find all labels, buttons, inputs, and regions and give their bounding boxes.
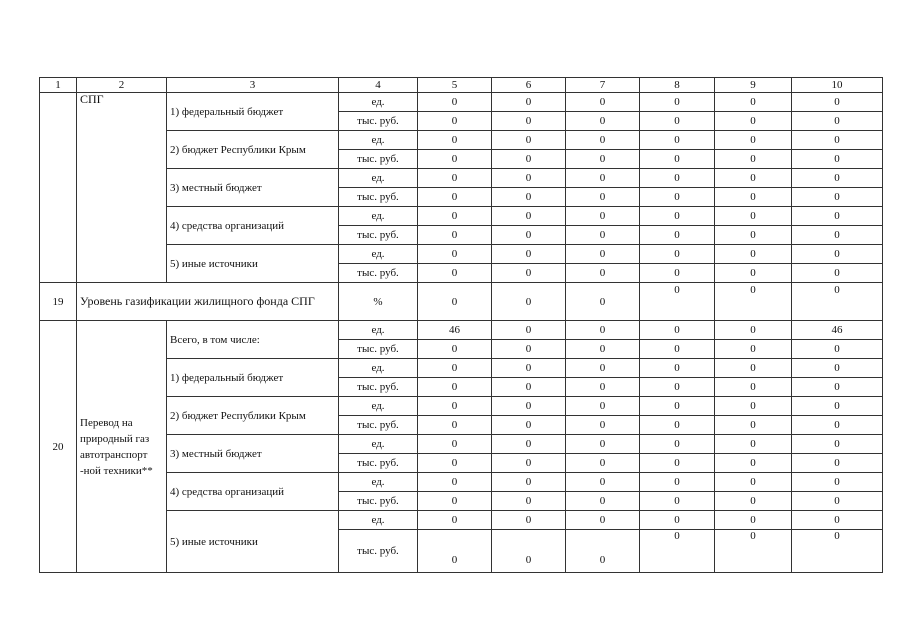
value-cell: 0 [418,454,492,473]
value-cell: 0 [715,378,792,397]
value-cell: 0 [792,131,883,150]
row-number-cell [40,93,77,283]
value-cell: 0 [492,359,566,378]
table-row [40,511,883,530]
funding-source-label: 5) иные источники [167,245,339,283]
value-cell: 0 [418,245,492,264]
unit-cell: тыс. руб. [339,226,418,245]
value-cell: 0 [566,492,640,511]
unit-cell: тыс. руб. [339,112,418,131]
value-cell: 0 [792,359,883,378]
table-row [40,93,883,112]
value-cell: 0 [418,131,492,150]
indicator-name-cell: СПГ [77,93,167,283]
value-cell: 0 [492,112,566,131]
column-header-1: 1 [40,78,77,93]
unit-cell: ед. [339,321,418,340]
value-cell: 0 [492,416,566,435]
unit-cell: ед. [339,473,418,492]
table-row [40,435,883,454]
value-cell: 0 [492,435,566,454]
value-cell: 0 [640,435,715,454]
value-cell: 0 [715,93,792,112]
value-cell: 0 [715,530,792,573]
value-cell: 0 [492,245,566,264]
value-cell: 0 [566,473,640,492]
funding-source-label: 4) средства организаций [167,473,339,511]
value-cell: 0 [640,397,715,416]
unit-cell: ед. [339,93,418,112]
column-header-7: 7 [566,78,640,93]
value-cell: 0 [566,511,640,530]
value-cell: 0 [640,283,715,321]
value-cell: 0 [492,492,566,511]
column-header-3: 3 [167,78,339,93]
value-cell: 0 [492,530,566,573]
unit-cell: ед. [339,207,418,226]
unit-cell: ед. [339,359,418,378]
value-cell: 0 [640,150,715,169]
value-cell: 0 [640,226,715,245]
value-cell: 0 [418,397,492,416]
value-cell: 0 [418,378,492,397]
funding-source-label: 2) бюджет Республики Крым [167,131,339,169]
value-cell: 0 [640,245,715,264]
value-cell: 0 [715,188,792,207]
column-header-6: 6 [492,78,566,93]
value-cell: 0 [418,226,492,245]
unit-cell: тыс. руб. [339,188,418,207]
value-cell: 0 [566,435,640,454]
total-label: Всего, в том числе: [167,321,339,359]
value-cell: 0 [566,207,640,226]
value-cell: 0 [715,150,792,169]
value-cell: 0 [418,264,492,283]
value-cell: 0 [792,416,883,435]
value-cell: 0 [792,511,883,530]
value-cell: 0 [792,112,883,131]
funding-source-label: 5) иные источники [167,511,339,573]
value-cell: 0 [566,93,640,112]
value-cell: 0 [566,245,640,264]
value-cell: 0 [566,378,640,397]
unit-cell: тыс. руб. [339,454,418,473]
value-cell: 0 [640,473,715,492]
value-cell: 0 [715,245,792,264]
value-cell: 0 [640,454,715,473]
value-cell: 0 [418,188,492,207]
value-cell: 0 [792,207,883,226]
value-cell: 0 [640,207,715,226]
value-cell: 0 [715,131,792,150]
unit-cell: ед. [339,511,418,530]
column-header-4: 4 [339,78,418,93]
value-cell: 46 [418,321,492,340]
table-row [40,245,883,264]
value-cell: 0 [792,378,883,397]
value-cell: 0 [640,530,715,573]
value-cell: 0 [492,397,566,416]
value-cell: 0 [418,207,492,226]
value-cell: 0 [792,492,883,511]
unit-cell: тыс. руб. [339,340,418,359]
value-cell: 0 [418,359,492,378]
value-cell: 0 [492,150,566,169]
value-cell: 0 [492,226,566,245]
value-cell: 0 [566,530,640,573]
table-row [40,321,883,340]
value-cell: 0 [492,454,566,473]
table-row [40,359,883,378]
funding-source-label: 2) бюджет Республики Крым [167,397,339,435]
unit-cell: ед. [339,131,418,150]
value-cell: 0 [566,150,640,169]
value-cell: 0 [792,169,883,188]
value-cell: 0 [792,150,883,169]
value-cell: 0 [566,340,640,359]
value-cell: 0 [640,188,715,207]
unit-cell: ед. [339,435,418,454]
unit-cell: ед. [339,169,418,188]
value-cell: 0 [792,397,883,416]
value-cell: 0 [418,511,492,530]
value-cell: 0 [566,283,640,321]
value-cell: 0 [566,112,640,131]
value-cell: 0 [418,492,492,511]
unit-cell: ед. [339,245,418,264]
value-cell: 0 [715,264,792,283]
funding-source-label: 3) местный бюджет [167,435,339,473]
table-row [40,207,883,226]
value-cell: 0 [640,416,715,435]
value-cell: 0 [715,454,792,473]
value-cell: 0 [566,321,640,340]
unit-cell: тыс. руб. [339,264,418,283]
value-cell: 0 [640,321,715,340]
value-cell: 0 [792,245,883,264]
indicator-name-cell: Уровень газификации жилищного фонда СПГ [77,283,339,321]
value-cell: 0 [640,131,715,150]
value-cell: 0 [566,226,640,245]
value-cell: 0 [715,359,792,378]
value-cell: 0 [566,131,640,150]
value-cell: 0 [492,169,566,188]
value-cell: 0 [418,340,492,359]
value-cell: 0 [792,188,883,207]
value-cell: 0 [640,93,715,112]
value-cell: 0 [492,473,566,492]
row-number-cell: 20 [40,321,77,573]
value-cell: 0 [640,112,715,131]
value-cell: 0 [418,473,492,492]
value-cell: 0 [792,435,883,454]
value-cell: 0 [418,150,492,169]
value-cell: 0 [640,340,715,359]
value-cell: 0 [566,397,640,416]
value-cell: 0 [492,131,566,150]
column-header-5: 5 [418,78,492,93]
value-cell: 0 [640,169,715,188]
value-cell: 0 [792,454,883,473]
value-cell: 0 [715,283,792,321]
value-cell: 0 [792,93,883,112]
value-cell: 0 [715,226,792,245]
value-cell: 0 [715,397,792,416]
value-cell: 0 [492,93,566,112]
value-cell: 0 [492,283,566,321]
value-cell: 0 [418,435,492,454]
table-row [40,169,883,188]
value-cell: 0 [792,264,883,283]
column-header-2: 2 [77,78,167,93]
funding-source-label: 3) местный бюджет [167,169,339,207]
value-cell: 0 [792,340,883,359]
unit-cell: тыс. руб. [339,378,418,397]
value-cell: 0 [418,416,492,435]
table-body [40,78,883,573]
value-cell: 0 [418,169,492,188]
value-cell: 0 [715,511,792,530]
table-row [40,397,883,416]
value-cell: 0 [715,416,792,435]
value-cell: 0 [640,511,715,530]
value-cell: 0 [418,283,492,321]
row-number-cell: 19 [40,283,77,321]
value-cell: 0 [566,264,640,283]
table-row [40,131,883,150]
value-cell: 0 [492,321,566,340]
column-header-9: 9 [715,78,792,93]
value-cell: 0 [715,112,792,131]
value-cell: 0 [566,416,640,435]
indicator-name-cell: Перевод на природный газ автотранспорт -ной техники** [77,321,167,573]
value-cell: 0 [566,188,640,207]
unit-cell: тыс. руб. [339,150,418,169]
value-cell: 0 [492,340,566,359]
unit-cell: тыс. руб. [339,530,418,573]
funding-source-label: 1) федеральный бюджет [167,93,339,131]
table-row [40,473,883,492]
value-cell: 0 [640,492,715,511]
column-header-10: 10 [792,78,883,93]
value-cell: 0 [492,188,566,207]
funding-source-label: 4) средства организаций [167,207,339,245]
value-cell: 0 [715,321,792,340]
unit-cell: ед. [339,397,418,416]
value-cell: 0 [792,283,883,321]
column-header-8: 8 [640,78,715,93]
indicators-table [39,77,883,573]
value-cell: 0 [640,378,715,397]
value-cell: 0 [715,473,792,492]
unit-cell: тыс. руб. [339,492,418,511]
value-cell: 0 [566,454,640,473]
value-cell: 0 [492,264,566,283]
value-cell: 0 [792,226,883,245]
value-cell: 0 [792,530,883,573]
value-cell: 0 [418,93,492,112]
value-cell: 0 [640,264,715,283]
value-cell: 0 [715,169,792,188]
value-cell: 0 [492,378,566,397]
value-cell: 0 [418,112,492,131]
value-cell: 0 [792,473,883,492]
value-cell: 0 [715,492,792,511]
value-cell: 0 [566,359,640,378]
funding-source-label: 1) федеральный бюджет [167,359,339,397]
unit-cell: % [339,283,418,321]
unit-cell: тыс. руб. [339,416,418,435]
value-cell: 0 [640,359,715,378]
column-number-header-row [40,78,883,93]
value-cell: 0 [715,435,792,454]
value-cell: 0 [418,530,492,573]
table-row [40,283,883,321]
value-cell: 46 [792,321,883,340]
value-cell: 0 [492,207,566,226]
value-cell: 0 [715,340,792,359]
value-cell: 0 [492,511,566,530]
value-cell: 0 [715,207,792,226]
value-cell: 0 [566,169,640,188]
